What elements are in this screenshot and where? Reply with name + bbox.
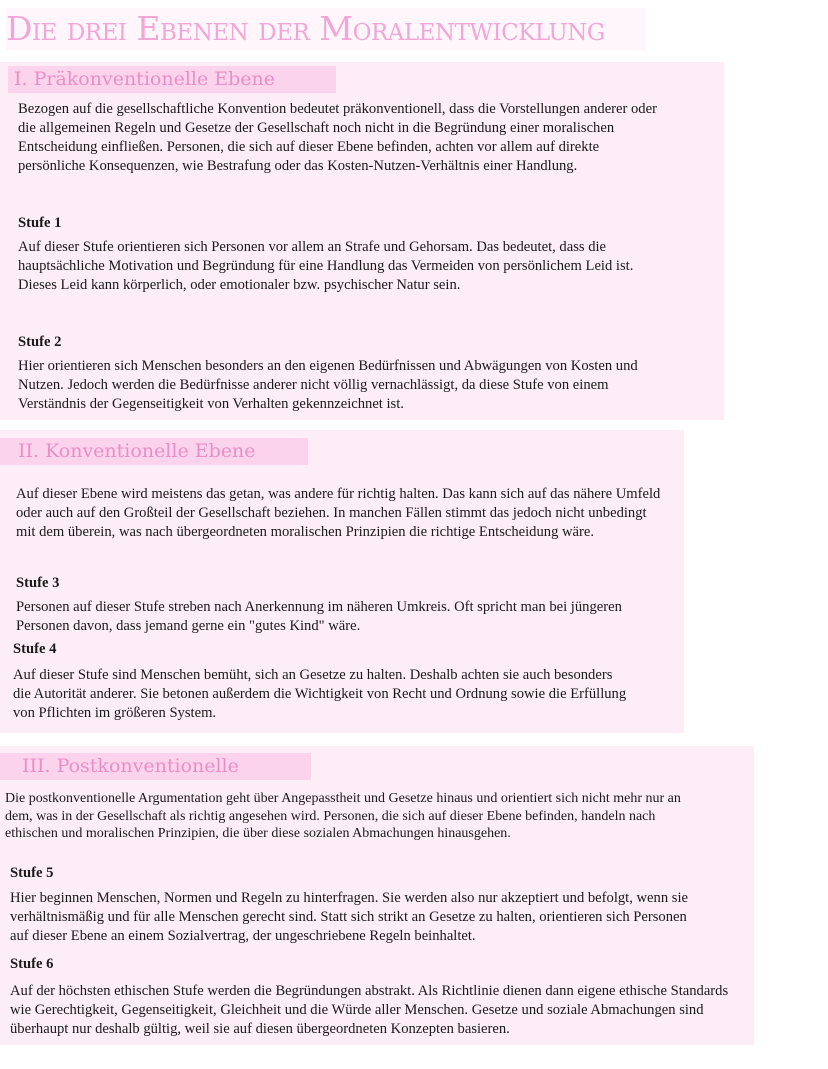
stage-text: Hier beginnen Menschen, Normen und Regeln zu hinterfragen. Sie werden also nur akzeptiert und befolgt, wenn sie verhältnismäßig und für alle Menschen gerecht sind. Statt sich strikt an Gesetze zu halten, orientieren sich Personen auf dieser Ebene an einem Sozialvertrag, der ungeschriebene Regeln beinhaltet.: [10, 890, 688, 944]
section-heading: III. Postkonventionelle: [0, 753, 311, 780]
page-title: Die drei Ebenen der Moralentwicklung: [6, 8, 646, 50]
stage-text: Hier orientieren sich Menschen besonders an den eigenen Bedürfnissen und Abwägungen von Kosten und Nutzen. Jedoch werden die Bedürfnisse anderer nicht völlig vernachlässigt, da diese Stufe von einem Verständnis der Gegenseitigkeit von Verhalten gekennzeichnet ist.: [18, 358, 638, 412]
stage-label: Stufe 5: [10, 865, 54, 881]
stage-text: Auf der höchsten ethischen Stufe werden die Begründungen abstrakt. Als Richtlinie dienen dann eigene ethische Standards wie Gerechtigkeit, Gegenseitigkeit, Gleichheit und die Würde aller Menschen. Gesetze und soziale Abmachungen sind überhaupt nur deshalb gültig, weil sie auf diesen übergeordneten Konzepten basieren.: [10, 983, 729, 1037]
stage-label: Stufe 2: [18, 334, 62, 350]
stage-label: Stufe 3: [16, 575, 60, 591]
stage-label: Stufe 6: [10, 956, 54, 972]
stage-text: Personen auf dieser Stufe streben nach Anerkennung im näheren Umkreis. Oft spricht man bei jüngeren Personen davon, dass jemand gerne ein "gutes Kind" wäre.: [16, 599, 622, 634]
section-postconventional: [0, 746, 754, 1045]
section-preconventional: [0, 62, 724, 420]
stage-label: Stufe 4: [13, 641, 57, 657]
stage-text: Auf dieser Stufe orientieren sich Personen vor allem an Strafe und Gehorsam. Das bedeutet, dass die hauptsächliche Motivation und Begründung für eine Handlung das Vermeiden von persönlichem Leid ist. Dieses Leid kann körperlich, oder emotionaler bzw. psychischer Natur sein.: [18, 239, 634, 293]
section-heading: I. Präkonventionelle Ebene: [8, 66, 336, 93]
stage-label: Stufe 1: [18, 215, 62, 231]
section-conventional: [0, 430, 684, 733]
section-intro: Auf dieser Ebene wird meistens das getan, was andere für richtig halten. Das kann sich auf das nähere Umfeld oder auch auf den Großteil der Gesellschaft beziehen. In manchen Fällen stimmt das jedoch nicht unbedingt mit dem überein, was nach übergeordneten moralischen Prinzipien die richtige Entscheidung wäre.: [16, 486, 661, 540]
section-heading: II. Konventionelle Ebene: [0, 438, 308, 465]
stage-text: Auf dieser Stufe sind Menschen bemüht, sich an Gesetze zu halten. Deshalb achten sie auch besonders die Autorität anderer. Sie betonen außerdem die Wichtigkeit von Recht und Ordnung sowie die Erfüllung von Pflichten im größeren System.: [13, 667, 627, 721]
section-intro: Die postkonventionelle Argumentation geht über Angepasstheit und Gesetze hinaus und orientiert sich nicht mehr nur an dem, was in der Gesellschaft als richtig angesehen wird. Personen, die sich auf dieser Ebene befinden, handeln nach ethischen und moralischen Prinzipien, die über diese sozialen Abmachungen hinausgehen.: [5, 791, 681, 841]
section-intro: Bezogen auf die gesellschaftliche Konvention bedeutet präkonventionell, dass die Vorstellungen anderer oder die allgemeinen Regeln und Gesetze der Gesellschaft noch nicht in die Begründung einer moralischen Entscheidung einfließen. Personen, die sich auf dieser Ebene befinden, achten vor allem auf direkte persönliche Konsequenzen, wie Bestrafung oder das Kosten-Nutzen-Verhältnis einer Handlung.: [18, 101, 657, 174]
